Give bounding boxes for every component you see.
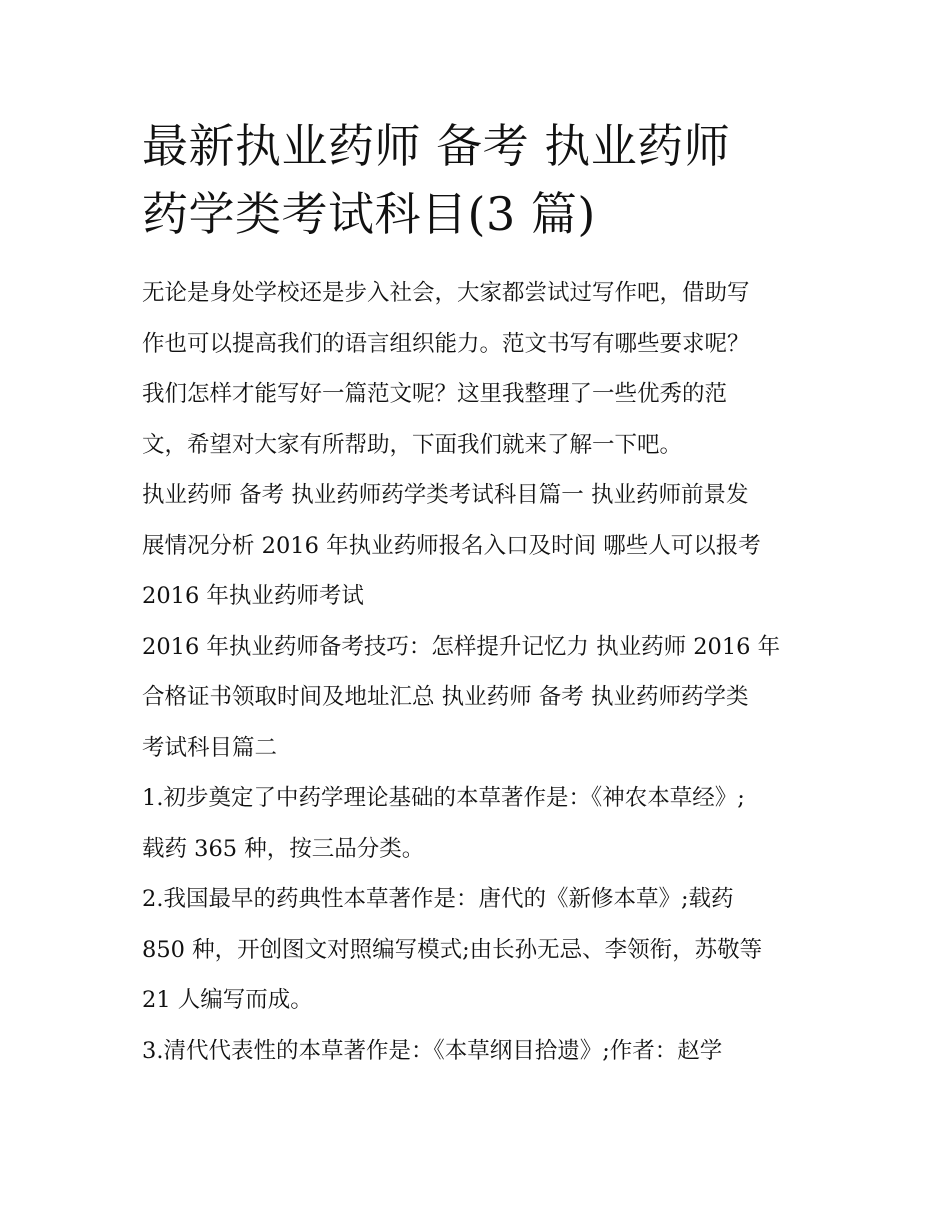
document-content	[142, 112, 812, 1076]
paragraph-part-one	[142, 470, 812, 622]
text-line: 1.初步奠定了中药学理论基础的本草著作是：《神农本草经》;	[142, 785, 745, 811]
text-line: 850 种，开创图文对照编写模式;由长孙无忌、李领衔，苏敬等	[142, 936, 763, 963]
text-line: 2016 年执业药师备考技巧：怎样提升记忆力 执业药师 2016 年	[142, 633, 781, 660]
text-line: 合格证书领取时间及地址汇总 执业药师 备考 执业药师药学类	[142, 684, 749, 710]
paragraph-part-two	[142, 622, 812, 774]
document-title	[142, 112, 812, 248]
text-line: 载药 365 种，按三品分类。	[142, 835, 425, 862]
text-line: 3.清代代表性的本草著作是：《本草纲目拾遗》;作者：赵学	[142, 1037, 723, 1064]
text-line: 无论是身处学校还是步入社会，大家都尝试过写作吧，借助写	[142, 280, 750, 306]
paragraph-intro	[142, 268, 812, 470]
title-line: 药学类考试科目(3 篇)	[142, 187, 596, 241]
text-line: 2016 年执业药师考试	[142, 583, 364, 609]
title-line: 最新执业药师 备考 执业药师	[142, 119, 731, 173]
text-line: 文，希望对大家有所帮助，下面我们就来了解一下吧。	[142, 431, 683, 458]
text-line: 2.我国最早的药典性本草著作是：唐代的《新修本草》;载药	[142, 886, 734, 912]
text-line: 考试科目篇二	[142, 734, 278, 761]
text-line: 展情况分析 2016 年执业药师报名入口及时间 哪些人可以报考	[142, 532, 761, 559]
text-line: 我们怎样才能写好一篇范文呢？这里我整理了一些优秀的范	[142, 381, 728, 407]
list-item-3	[142, 1026, 812, 1077]
list-item-1	[142, 773, 812, 874]
list-item-2	[142, 874, 812, 1026]
text-line: 作也可以提高我们的语言组织能力。范文书写有哪些要求呢？	[142, 330, 750, 357]
text-line: 21 人编写而成。	[142, 987, 313, 1013]
document-body	[142, 268, 812, 1076]
text-line: 执业药师 备考 执业药师药学类考试科目篇一 执业药师前景发	[142, 482, 749, 508]
